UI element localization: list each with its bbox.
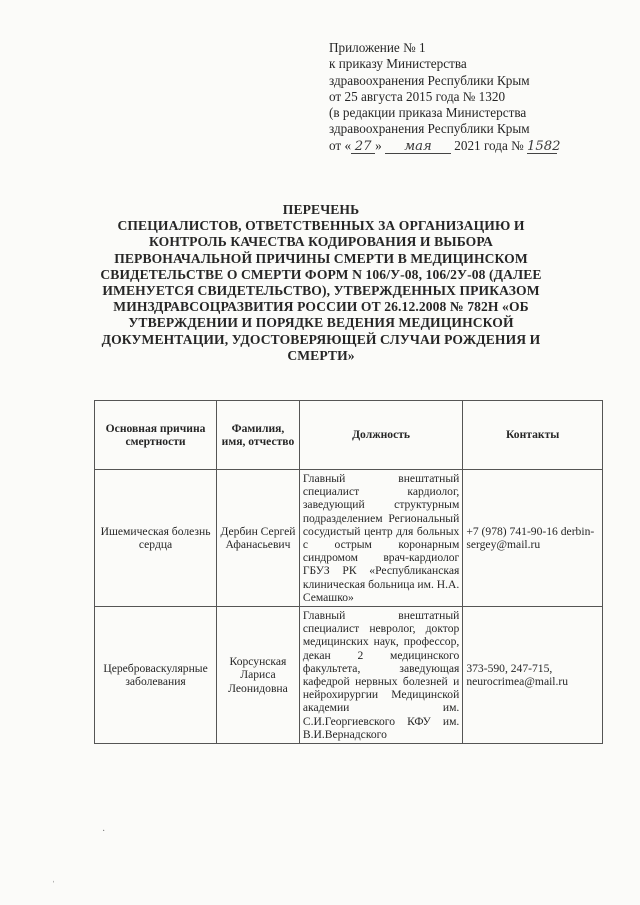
cell-contacts: +7 (978) 741-90-16 derbin-sergey@mail.ru xyxy=(463,470,603,607)
appendix-line-1: Приложение № 1 xyxy=(329,40,426,55)
appendix-line-4: от 25 августа 2015 года № 1320 xyxy=(329,88,506,104)
cell-cause: Ишемическая болезнь сердца xyxy=(95,470,217,607)
heading-text: СПЕЦИАЛИСТОВ, ОТВЕТСТВЕННЫХ ЗА ОРГАНИЗАЦИЮ И КОНТРОЛЬ КАЧЕСТВА КОДИРОВАНИЯ И ВЫБОРА ПЕРВОНАЧАЛЬНОЙ ПРИЧИНЫ СМЕРТИ В МЕДИЦИНСКОМ СВИДЕТЕЛЬСТВЕ О СМЕРТИ ФОРМ N 106/У-08, 106/2У-08 (ДАЛЕЕ ИМЕНУЕТСЯ СВИДЕТЕЛЬСТВО), УТВЕРЖДЕННЫХ ПРИКАЗОМ МИНЗДРАВСОЦРАЗВИТИЯ РОССИИ ОТ 26.12.2008 № 782Н «ОБ УТВЕРЖДЕНИИ И ПОРЯДКЕ ВЕДЕНИЯ МЕДИЦИНСКОЙ ДОКУМЕНТАЦИИ, УДОСТОВЕРЯЮЩЕЙ СЛУЧАИ РОЖДЕНИЯ И СМЕРТИ» xyxy=(100,218,542,363)
date-prefix: от « xyxy=(329,137,352,153)
header-position: Должность xyxy=(299,401,462,470)
appendix-line-5: (в редакции приказа Министерства xyxy=(329,105,527,121)
cell-position: Главный внештатный специалист кардиолог, заведующий структурным подразделением Региональный сосудистый центр для больных с острым коронарным синдромом врач-кардиолог ГБУЗ РК «Республиканская клиническая больница им. Н.А. Семашко» xyxy=(299,470,462,607)
date-year: 2021 года № xyxy=(454,137,524,153)
cell-contacts: 373-590, 247-715, neurocrimea@mail.ru xyxy=(463,607,603,744)
cell-position: Главный внештатный специалист невролог, доктор медицинских наук, профессор, декан 2 медицинского факультета, заведующая кафедрой нервных болезней и нейрохирургии Медицинской академии им. С.И.Георгиевского КФУ им. В.И.Вернадского xyxy=(299,607,462,744)
handwritten-month: мая xyxy=(385,140,451,154)
table-row xyxy=(95,607,603,744)
specialists-table xyxy=(94,400,603,744)
appendix-line-6: здравоохранения Республики Крым xyxy=(329,121,530,137)
header-name: Фамилия, имя, отчество xyxy=(217,401,300,470)
handwritten-order-number: 1582 xyxy=(526,138,561,154)
scan-speck: · xyxy=(102,826,106,837)
cell-name: Дербин Сергей Афанасьевич xyxy=(217,470,300,607)
table-row xyxy=(95,470,603,607)
cell-cause: Цереброваскулярные заболевания xyxy=(95,607,217,744)
appendix-line-2: к приказу Министерства xyxy=(329,56,467,72)
appendix-line-3: здравоохранения Республики Крым xyxy=(329,72,530,88)
header-contacts: Контакты xyxy=(463,401,603,470)
table-header-row xyxy=(95,401,603,470)
scan-speck: ˈ xyxy=(52,880,56,891)
appendix-header xyxy=(329,40,609,154)
cell-name: Корсунская Лариса Леонидовна xyxy=(217,607,300,744)
header-cause: Основная причина смертности xyxy=(95,401,217,470)
handwritten-day: 27 xyxy=(351,140,375,154)
document-heading xyxy=(86,202,556,364)
heading-title: ПЕРЕЧЕНЬ xyxy=(282,202,360,217)
date-mid: » xyxy=(375,137,382,153)
appendix-date-line xyxy=(329,138,609,154)
